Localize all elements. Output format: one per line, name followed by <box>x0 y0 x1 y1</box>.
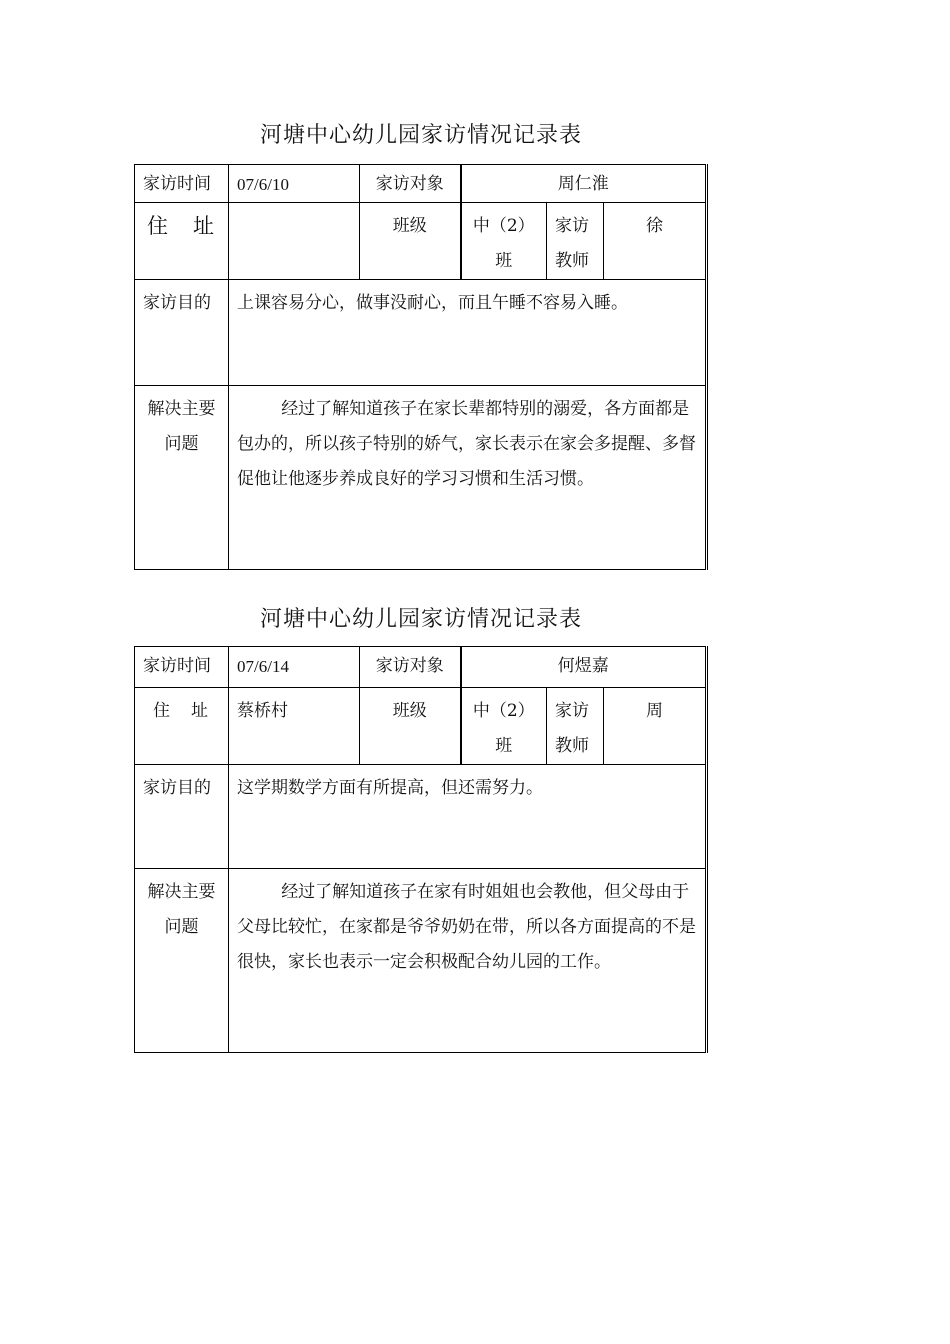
record-title: 河塘中心幼儿园家访情况记录表 <box>259 123 582 148</box>
class-value: 中（2）班 <box>461 203 547 280</box>
record-title: 河塘中心幼儿园家访情况记录表 <box>259 607 582 632</box>
class-label: 班级 <box>360 688 461 765</box>
class-label: 班级 <box>360 203 461 280</box>
teacher-label: 家访教师 <box>547 688 604 765</box>
class-value: 中（2）班 <box>461 688 547 765</box>
teacher-value: 徐 <box>604 203 707 280</box>
address-value <box>229 203 360 280</box>
solution-label: 解决主要问题 <box>135 386 229 570</box>
solution-label: 解决主要问题 <box>135 869 229 1053</box>
teacher-value: 周 <box>604 688 707 765</box>
visit-target-value: 周仁淮 <box>461 165 707 203</box>
purpose-value: 上课容易分心，做事没耐心，而且午睡不容易入睡。 <box>229 280 707 386</box>
visit-time-value: 07/6/14 <box>229 647 360 688</box>
visit-record-table <box>134 164 708 570</box>
visit-time-label: 家访时间 <box>135 165 229 203</box>
teacher-label: 家访教师 <box>547 203 604 280</box>
visit-time-label: 家访时间 <box>135 647 229 688</box>
purpose-label: 家访目的 <box>135 280 229 386</box>
visit-target-value: 何煜嘉 <box>461 647 707 688</box>
visit-record-table <box>134 646 708 1053</box>
address-label: 住 址 <box>135 688 229 765</box>
address-value: 蔡桥村 <box>229 688 360 765</box>
purpose-value: 这学期数学方面有所提高，但还需努力。 <box>229 765 707 869</box>
solution-value: 经过了解知道孩子在家长辈都特别的溺爱，各方面都是包办的，所以孩子特别的娇气，家长表示在家会多提醒、多督促他让他逐步养成良好的学习习惯和生活习惯。 <box>229 386 707 570</box>
visit-target-label: 家访对象 <box>360 647 461 688</box>
visit-target-label: 家访对象 <box>360 165 461 203</box>
address-label: 住 址 <box>135 203 229 280</box>
purpose-label: 家访目的 <box>135 765 229 869</box>
visit-time-value: 07/6/10 <box>229 165 360 203</box>
solution-value: 经过了解知道孩子在家有时姐姐也会教他，但父母由于父母比较忙，在家都是爷爷奶奶在带，所以各方面提高的不是很快，家长也表示一定会积极配合幼儿园的工作。 <box>229 869 707 1053</box>
